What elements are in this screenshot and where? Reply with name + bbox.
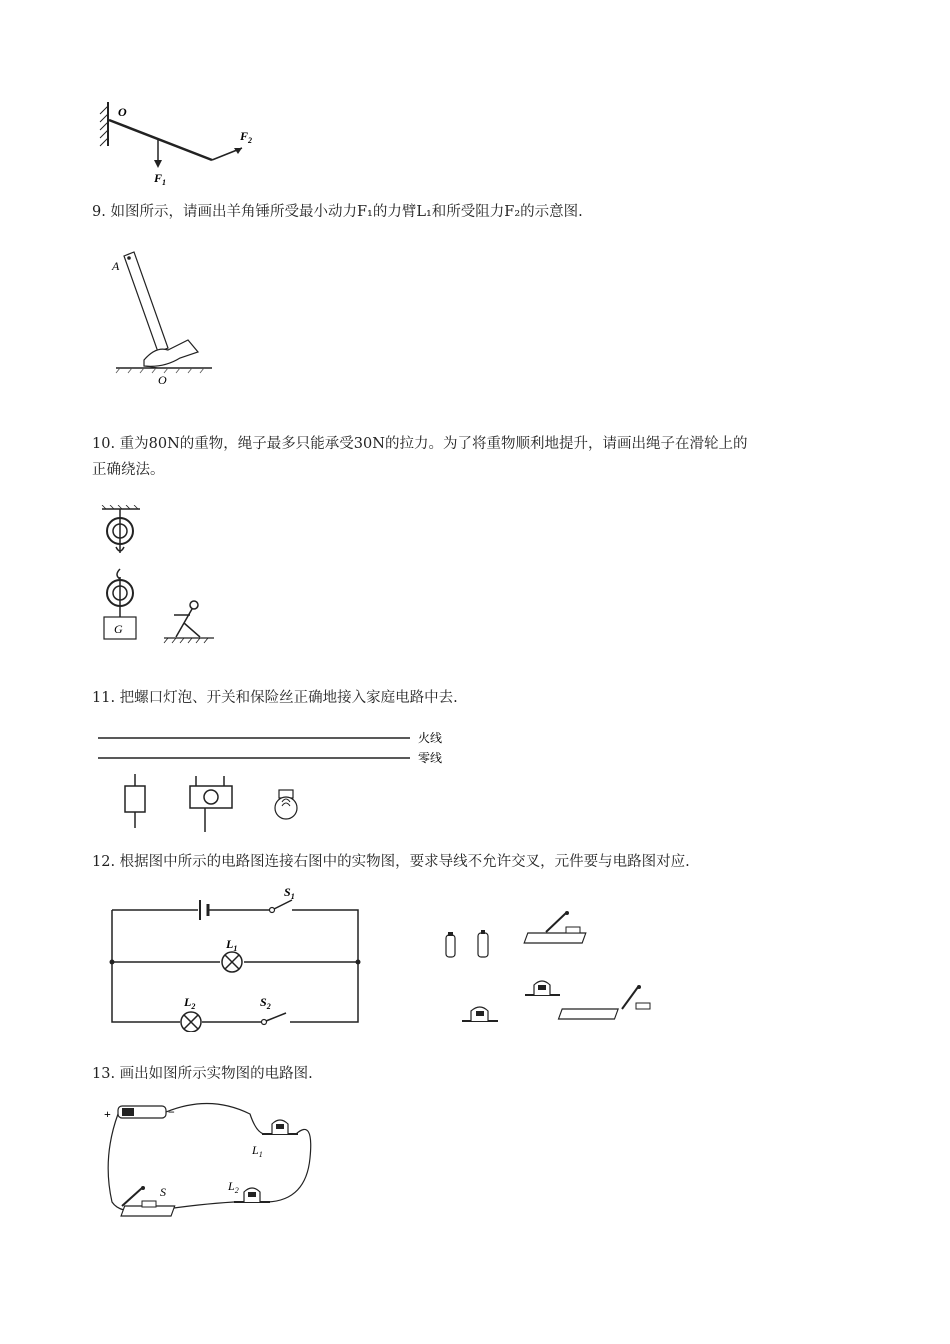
real-circuit-figure bbox=[100, 1098, 320, 1230]
live-wire-label: 火线 bbox=[418, 731, 443, 745]
battery-plus-label: + bbox=[104, 1107, 111, 1121]
hammer-figure bbox=[108, 242, 218, 392]
battery-minus-label: − bbox=[168, 1105, 175, 1119]
pulley-figure bbox=[94, 505, 224, 647]
question-11: 11. 把螺口灯泡、开关和保险丝正确地接入家庭电路中去. bbox=[92, 690, 458, 706]
circuit-lamp1-label: $L_1$ bbox=[226, 937, 238, 953]
question-9: 9. 如图所示，请画出羊角锤所受最小动力F₁的力臂L₁和所受阻力F₂的示意图. bbox=[92, 204, 583, 220]
hammer-pivot-label: O bbox=[158, 373, 167, 387]
question-13: 13. 画出如图所示实物图的电路图. bbox=[92, 1066, 313, 1082]
real-lamp1-label: $L_1$ bbox=[252, 1143, 263, 1159]
question-12: 12. 根据图中所示的电路图连接右图中的实物图，要求导线不允许交叉，元件要与电路图对应. bbox=[92, 854, 690, 870]
neutral-wire-label: 零线 bbox=[418, 751, 443, 765]
circuit-lamp2-label: $L_2$ bbox=[184, 995, 196, 1011]
circuit-switch1-label: $S_1$ bbox=[284, 885, 295, 901]
lever-force2-label: $F_2$ bbox=[240, 129, 253, 145]
hammer-point-a-label: A bbox=[112, 259, 120, 273]
lever-figure bbox=[92, 98, 272, 193]
lever-pivot-label: O bbox=[118, 105, 127, 119]
question-10-line2: 正确绕法。 bbox=[92, 462, 165, 478]
lever-force1-label: $F_1$ bbox=[154, 171, 167, 187]
real-lamp2-label: $L_2$ bbox=[228, 1179, 239, 1195]
pulley-weight-label: G bbox=[114, 622, 123, 636]
real-switch-label: S bbox=[160, 1185, 166, 1199]
question-10-line1: 10. 重为80N的重物，绳子最多只能承受30N的拉力。为了将重物顺利地提升，请画出绳子在滑轮上的 bbox=[92, 436, 748, 452]
circuit-switch2-label: $S_2$ bbox=[260, 995, 271, 1011]
components-figure bbox=[438, 905, 668, 1035]
household-circuit-figure bbox=[92, 724, 462, 836]
circuit-diagram-figure bbox=[100, 882, 370, 1032]
